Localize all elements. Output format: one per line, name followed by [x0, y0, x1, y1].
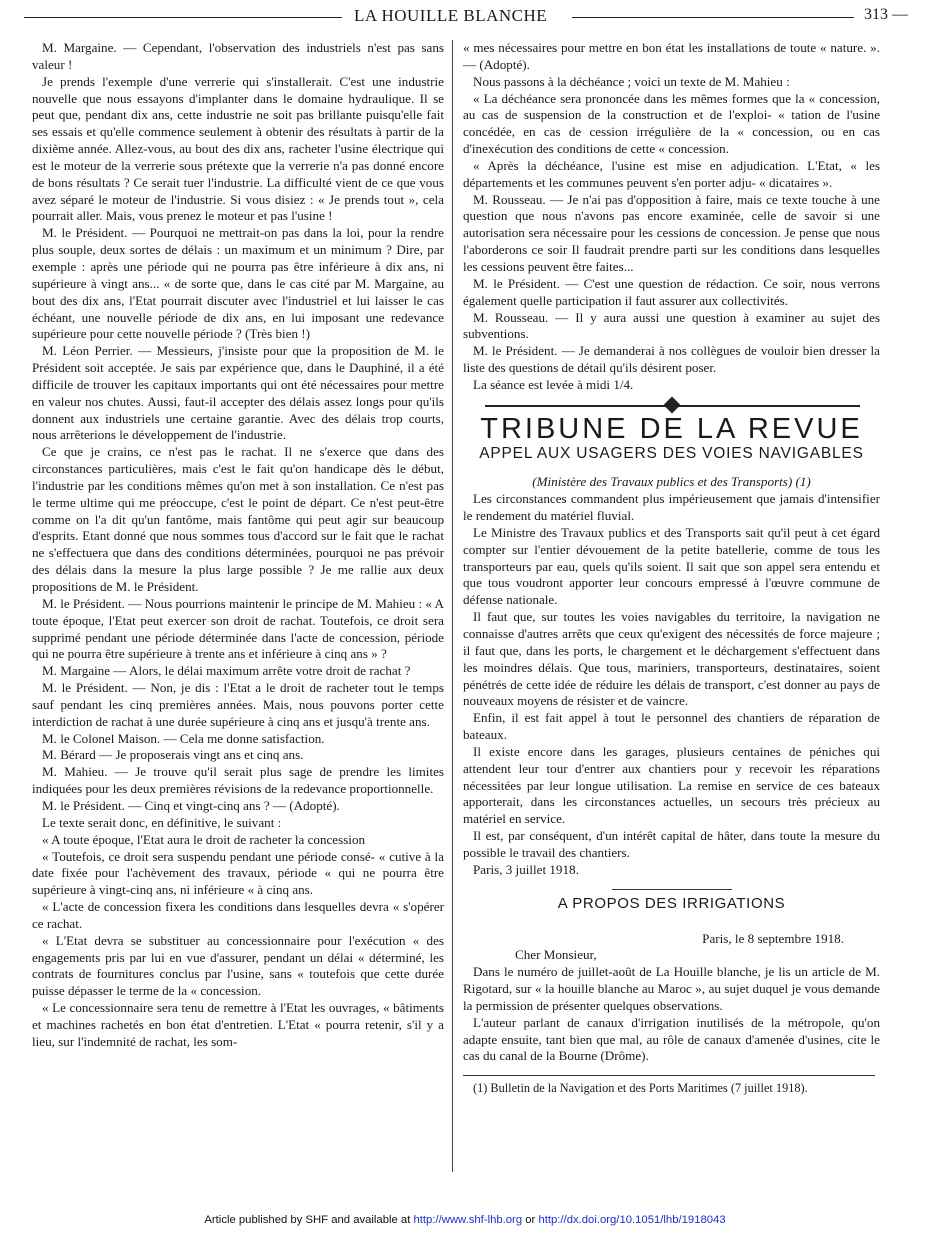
- paragraph: M. Rousseau. — Il y aura aussi une question à examiner au sujet des subventions.: [463, 309, 880, 342]
- quoted-text: « A toute époque, l'Etat aura le droit de racheter la concession: [42, 831, 366, 847]
- publication-footer: [0, 1214, 930, 1226]
- quoted-text: « L'acte de concession fixera les conditions dans lesquelles devra « s'opérer ce rachat.: [32, 899, 444, 931]
- footer-text: or: [522, 1214, 539, 1226]
- article-title: APPEL AUX USAGERS DES VOIES NAVIGABLES: [479, 444, 864, 462]
- paragraph: Enfin, il est fait appel à tout le personnel des chantiers de réparation de bateaux.: [463, 710, 880, 743]
- section-ornament: [463, 400, 880, 412]
- doi-link[interactable]: http://dx.doi.org/10.1051/lhb/1918043: [538, 1214, 726, 1226]
- diamond-ornament-icon: [663, 396, 680, 413]
- paragraph: Ce que je crains, ce n'est pas le rachat. Il ne s'exerce que dans des circonstances particulières, mais c'est le fait qu'on handicape dès le début, l'industrie par les conditions mêmes qu'on met à son installation. Ce n'est pas le terme ultime qui me préoccupe, c'est le point de départ. Ce n'est peut-être comme on l'a dit qu'un fantôme, mais fantôme qui peut agir sur beaucoup d'esprits. Etant donné que nous sommes tous d'accord sur le fait que le rachat ne s'effectuera que dans des conditions déterminées, pourquoi ne pas prévoir des délais dans la mesure la plus large possible ? Je me rallie aux deux propositions de M. le Président.: [32, 444, 444, 594]
- paragraph: M. le Président. — Nous pourrions maintenir le principe de M. Mahieu : « A toute époque, l'Etat peut exercer son droit de rachat. Toutefois, ce droit sera supprimé pendant une période déterminée dans l'acte de concession, période qui ne pourra être supérieure à trente ans et inférieure à cinq ans » ?: [32, 595, 444, 662]
- paragraph: Le Ministre des Travaux publics et des Transports sait qu'il peut à cet égard compter sur l'entier dévouement de la petite batellerie, comme de tous les transporteurs par eau, quels qu'ils soient. Il sait que son appel sera entendu et que tous voudront apporter leur concours empressé à l'œuvre commune de défense nationale.: [463, 524, 880, 608]
- paragraph: Il faut que, sur toutes les voies navigables du territoire, la navigation ne connaisse d'autres arrêts que ceux qu'exigent des nécessités de force majeure ; il faut que, dans les ports, le chargement et le déchargement s'effectuent dans les moindres délais. Que tous, mariniers, transporteurs, destinataires, soient pénétrés de cette idée de réduire les délais de transport, c'est donner au pays de nouveaux moyens de résister et de vaincre.: [463, 609, 880, 709]
- page-number: 313 —: [864, 6, 908, 23]
- left-column: [32, 40, 444, 1051]
- paragraph: Il est, par conséquent, d'un intérêt capital de hâter, dans toute la mesure du possible le travail des chantiers.: [463, 828, 880, 860]
- article-title: A PROPOS DES IRRIGATIONS: [557, 894, 786, 912]
- section-title: TRIBUNE DE LA REVUE: [480, 412, 863, 445]
- paragraph: M. Mahieu. — Je trouve qu'il serait plus sage de prendre les limites indiquées pour les deux premières révisions de la redevance proportionnelle.: [32, 764, 444, 797]
- article-subtitle: (Ministère des Travaux publics et des Transports) (1): [532, 474, 811, 490]
- header-rule-left: [24, 17, 342, 18]
- paragraph: M. le Président. — Cinq et vingt-cinq ans ? — (Adopté).: [42, 797, 340, 813]
- quoted-text: « mes nécessaires pour mettre en bon état les installations de toute « nature. ». — (Adopté).: [463, 40, 880, 72]
- paragraph: Il existe encore dans les garages, plusieurs centaines de péniches qui attendent leur tour d'entrer aux chantiers pour y recevoir les réparations nécessitées par leur longue utilisation. La remise en service de ces bateaux apporterait, dans les circonstances actuelles, un secours très précieux au matériel en service.: [463, 743, 880, 827]
- quoted-text: « La déchéance sera prononcée dans les mêmes formes que la « concession, au cas de suspension de la construction et de l'exploi- « tation de l'usine concédée, en cas de cession irrégulière de la « concession, ou en cas d'inexécution des conditions de cette « concession.: [463, 90, 880, 157]
- paragraph: La séance est levée à midi 1/4.: [473, 376, 634, 392]
- paragraph: M. le Président. — Non, je dis : l'Etat a le droit de racheter tout le temps sauf pendant les cinq premières années. Mais, nous pouvons porter cette interdiction de rachat à une durée supérieure à cinq ans et jusqu'à trente ans.: [32, 680, 444, 729]
- paragraph: Dans le numéro de juillet-août de La Houille blanche, je lis un article de M. Rigotard, sur « la houille blanche au Maroc », au sujet duquel je vous demande la permission de présenter quelques observations.: [463, 964, 880, 1013]
- paragraph: M. Rousseau. — Je n'ai pas d'opposition à faire, mais ce texte touche à une question que nous n'avons pas encore examinée, celle de savoir si une autorisation sera nécessaire pour les cessions de concession. Je pense que nous l'aborderons ce soir Il faudrait prendre parti sur les conditions dans lesquelles les cessions peuvent être faites...: [463, 191, 880, 274]
- quoted-text: « L'Etat devra se substituer au concessionnaire pour l'exécution « des engagements pris par lui en vue d'assurer, pendant un délai « déterminé, les contrats de fournitures conclus par l'usine, sans « toutefois que cette durée puisse dépasser le terme de la « concession.: [32, 932, 444, 999]
- shf-link[interactable]: http://www.shf-lhb.org: [413, 1214, 523, 1226]
- paragraph: M. Bérard — Je proposerais vingt ans et cinq ans.: [42, 747, 304, 763]
- paragraph: M. le Colonel Maison. — Cela me donne satisfaction.: [42, 730, 325, 746]
- dateline: Paris, 3 juillet 1918.: [473, 861, 579, 877]
- paragraph: Le texte serait donc, en définitive, le suivant :: [42, 814, 282, 830]
- paragraph: M. Léon Perrier. — Messieurs, j'insiste pour que la proposition de M. le Président soit acceptée. Je sais par expérience que, dans le Dauphiné, il a été difficile de trouver les capitaux importants qui ont été nécessaires pour mettre en valeur nos chutes. Aussi, faut-il accepter des délais assez longs pour qu'ils donnent aux industriels une certaine garantie. Avec des délais trop courts, nous arrêterions le développement de l'industrie.: [32, 343, 444, 443]
- paragraph: Je prends l'exemple d'une verrerie qui s'installerait. C'est une industrie nouvelle que nous essayons d'implanter dans le domaine hydraulique. Il se peut que, pendant dix ans, cette industrie ne soit pas brillante puisqu'elle fait ses essais et qu'elle commence seulement à obtenir des résultats à partir de la dixième année. Allez-vous, au bout des dix ans, racheter l'usine électrique qui est le moteur de la verrerie sous prétexte que la verrerie n'a pas donné encore de bons résultats ? Ce serait tuer l'industrie. La difficulté vient de ce que vous avez séparé le moteur de l'industrie. Si vous disiez : « Je prends tout », cela pourrait aller. Mais, vous prenez le moteur et pas l'usine !: [32, 73, 444, 224]
- paragraph: M. Margaine. — Cependant, l'observation des industriels n'est pas sans valeur !: [32, 40, 444, 72]
- paragraph: L'auteur parlant de canaux d'irrigation inutilisés de la métropole, qu'on adapte ensuite, tant bien que mal, au rôle de canaux d'amenée d'usines, cite le cas du canal de la Bourne (Drôme).: [463, 1014, 880, 1064]
- paragraph: M. le Président. — Je demanderai à nos collègues de vouloir bien dresser la liste des questions de détail qu'ils désirent poser.: [463, 343, 880, 376]
- quoted-text: « Le concessionnaire sera tenu de remettre à l'Etat les ouvrages, « bâtiments et machines rachetés en bon état d'entretien. L'Etat « pourra retenir, s'il y a lieu, sur l'indemnité de rachat, les som-: [32, 1000, 444, 1049]
- quoted-text: « Après la déchéance, l'usine est mise en adjudication. L'Etat, « les départements et les communes peuvent s'en porter adju- « dicataires ».: [463, 157, 880, 190]
- paragraph: M. le Président. — Pourquoi ne mettrait-on pas dans la loi, pour la rendre plus souple, deux sortes de délais : un maximum et un minimum ? Dire, par exemple : après une période qui ne pourra pas être inférieure à dix ans, ni supérieure à vingt ans... « de sorte que, dans le cas cité par M. Margaine, au bout des dix ans, l'Etat pourrait discuter avec l'industriel et lui laisser le cas échéant, une nouvelle période de dix ans, en lui imposant une redevance supérieure pour cette nouvelle période ? (Très bien !): [32, 225, 444, 342]
- paragraph: Les circonstances commandent plus impérieusement que jamais d'intensifier le rendement du matériel fluvial.: [463, 491, 880, 524]
- right-column: [463, 40, 880, 1097]
- letter-salutation: Cher Monsieur,: [515, 947, 597, 963]
- journal-title: LA HOUILLE BLANCHE: [354, 6, 548, 25]
- letter-date: Paris, le 8 septembre 1918.: [702, 930, 844, 946]
- footnote: (1) Bulletin de la Navigation et des Ports Maritimes (7 juillet 1918).: [473, 1081, 808, 1096]
- running-header: [24, 6, 908, 28]
- paragraph: M. Margaine — Alors, le délai maximum arrête votre droit de rachat ?: [42, 663, 411, 679]
- paragraph: Nous passons à la déchéance ; voici un texte de M. Mahieu :: [473, 73, 790, 89]
- paragraph: M. le Président. — C'est une question de rédaction. Ce soir, nous verrons également quelle participation il faut assurer aux collectivités.: [463, 275, 880, 308]
- footnote-rule: [463, 1075, 875, 1076]
- header-rule-right: [572, 17, 854, 18]
- footer-text: Article published by SHF and available at: [204, 1214, 414, 1226]
- quoted-text: « Toutefois, ce droit sera suspendu pendant une période consé- « cutive à la date fixée pour l'achèvement des travaux, période « qui ne pourra être supérieure à vingt-cinq ans, ni inférieure « à cinq ans.: [32, 848, 444, 898]
- separator-rule: [612, 889, 732, 890]
- column-divider: [452, 40, 453, 1172]
